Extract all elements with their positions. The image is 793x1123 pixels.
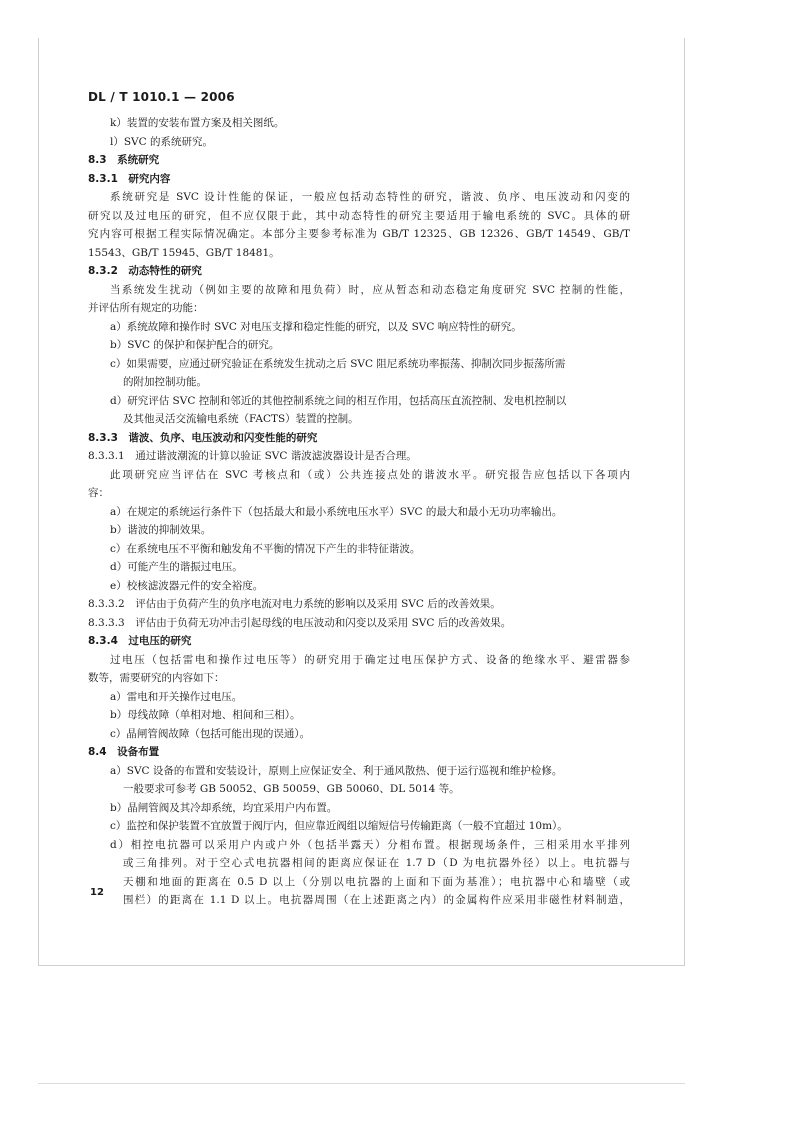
subclause-text: 8.3.3.3 评估由于负荷无功冲击引起母线的电压波动和闪变以及采用 SVC 后的改善效果。	[88, 616, 512, 629]
list-item: a）系统故障和操作时 SVC 对电压支撑和稳定性能的研究，以及 SVC 响应特性的研究。	[110, 320, 522, 333]
list-item: b）谐波的抑制效果。	[110, 524, 212, 536]
list-item-continuation: 或三角排列。对于空心式电抗器相间的距离应保证在 1.7 D（D 为电抗器外径）以上。电抗器与	[123, 857, 630, 869]
paragraph-line: 过电压（包括雷电和操作过电压等）的研究用于确定过电压保护方式、设备的绝缘水平、避雷器参	[110, 653, 630, 666]
paragraph-line: 研究以及过电压的研究，但不应仅限于此，其中动态特性的研究主要适用于输电系统的 SVC。具体的研	[88, 209, 630, 222]
list-item: c）监控和保护装置不宜放置于阀厅内，但应靠近阀组以缩短信号传输距离（一般不宜超过 10m）。	[110, 820, 568, 832]
paragraph-line: 当系统发生扰动（例如主要的故障和甩负荷）时，应从暂态和动态稳定角度研究 SVC 控制的性能，	[110, 283, 630, 296]
subclause-text: 8.3.3.1 通过谐波潮流的计算以验证 SVC 谐波滤波器设计是否合理。	[88, 450, 417, 462]
page-number: 12	[90, 887, 104, 898]
section-heading: 8.3.3 谐波、负序、电压波动和闪变性能的研究	[88, 431, 318, 444]
paragraph-line: 数等，需要研究的内容如下：	[88, 672, 225, 684]
page-border-right	[684, 38, 685, 966]
list-item: c）在系统电压不平衡和触发角不平衡的情况下产生的非特征谐波。	[110, 542, 421, 555]
list-item: b）SVC 的保护和保护配合的研究。	[110, 339, 280, 351]
section-heading: 8.4 设备布置	[88, 746, 160, 758]
paragraph-line: 究内容可根据工程实际情况确定。本部分主要参考标准为 GB/T 12325、GB 12326、GB/T 14549、GB/T	[88, 228, 630, 240]
list-item: a）雷电和开关操作过电压。	[110, 690, 243, 703]
list-item-continuation: 及其他灵活交流输电系统（FACTS）装置的控制。	[123, 413, 359, 425]
paragraph-line: 并评估所有规定的功能：	[88, 302, 204, 314]
paragraph-line: 15543、GB/T 15945、GB/T 18481。	[88, 246, 280, 259]
page-border-left	[38, 38, 39, 966]
page-border-bottom	[38, 965, 685, 966]
section-heading: 8.3.1 研究内容	[88, 172, 171, 185]
list-item: d）相控电抗器可以采用户内或户外（包括半露天）分相布置。根据现场条件，三相采用水平排列	[110, 838, 630, 851]
subclause-text: 8.3.3.2 评估由于负荷产生的负序电流对电力系统的影响以及采用 SVC 后的改善效果。	[88, 598, 501, 610]
document-body	[88, 114, 630, 910]
list-item: k）装置的安装布置方案及相关图纸。	[110, 117, 285, 129]
page-separator	[38, 1083, 685, 1084]
list-item: a）在规定的系统运行条件下（包括最大和最小系统电压水平）SVC 的最大和最小无功功率输出。	[110, 505, 563, 518]
list-item: d）研究评估 SVC 控制和邻近的其他控制系统之间的相互作用，包括高压直流控制、发电机控制以	[110, 394, 567, 407]
list-item: e）校核滤波器元件的安全裕度。	[110, 579, 264, 592]
list-item: c）晶闸管阀故障（包括可能出现的误通）。	[110, 727, 311, 740]
list-item: d）可能产生的谐振过电压。	[110, 561, 243, 573]
standard-header: DL / T 1010.1 — 2006	[88, 90, 235, 104]
list-item: c）如果需要，应通过研究验证在系统发生扰动之后 SVC 阻尼系统功率振荡、抑制次同步振荡所需	[110, 357, 566, 370]
section-heading: 8.3.4 过电压的研究	[88, 635, 192, 647]
list-item-continuation: 的附加控制功能。	[123, 376, 207, 388]
list-item: b）晶闸管阀及其冷却系统，均宜采用户内布置。	[110, 801, 338, 814]
paragraph-line: 此项研究应当评估在 SVC 考核点和（或）公共连接点处的谐波水平。研究报告应包括以下各项内	[110, 468, 630, 481]
list-item: a）SVC 设备的布置和安装设计，原则上应保证安全、利于通风散热、便于运行巡视和维护检修。	[110, 764, 563, 777]
paragraph-line: 容：	[88, 487, 109, 499]
paragraph-line: 系统研究是 SVC 设计性能的保证，一般应包括动态特性的研究，谐波、负序、电压波动和闪变的	[110, 191, 630, 203]
list-item-continuation: 围栏）的距离在 1.1 D 以上。电抗器周围（在上述距离之内）的金属构件应采用非磁性材料制造，	[123, 894, 630, 906]
list-item: b）母线故障（单相对地、相间和三相）。	[110, 709, 301, 721]
list-item: l）SVC 的系统研究。	[110, 135, 214, 148]
list-item-continuation: 天棚和地面的距离在 0.5 D 以上（分别以电抗器的上面和下面为基准）；电抗器中心和墙壁（或	[123, 875, 630, 888]
list-item-continuation: 一般要求可参考 GB 50052、GB 50059、GB 50060、DL 5014 等。	[123, 783, 460, 795]
section-heading: 8.3.2 动态特性的研究	[88, 265, 202, 277]
section-heading: 8.3 系统研究	[88, 154, 160, 166]
